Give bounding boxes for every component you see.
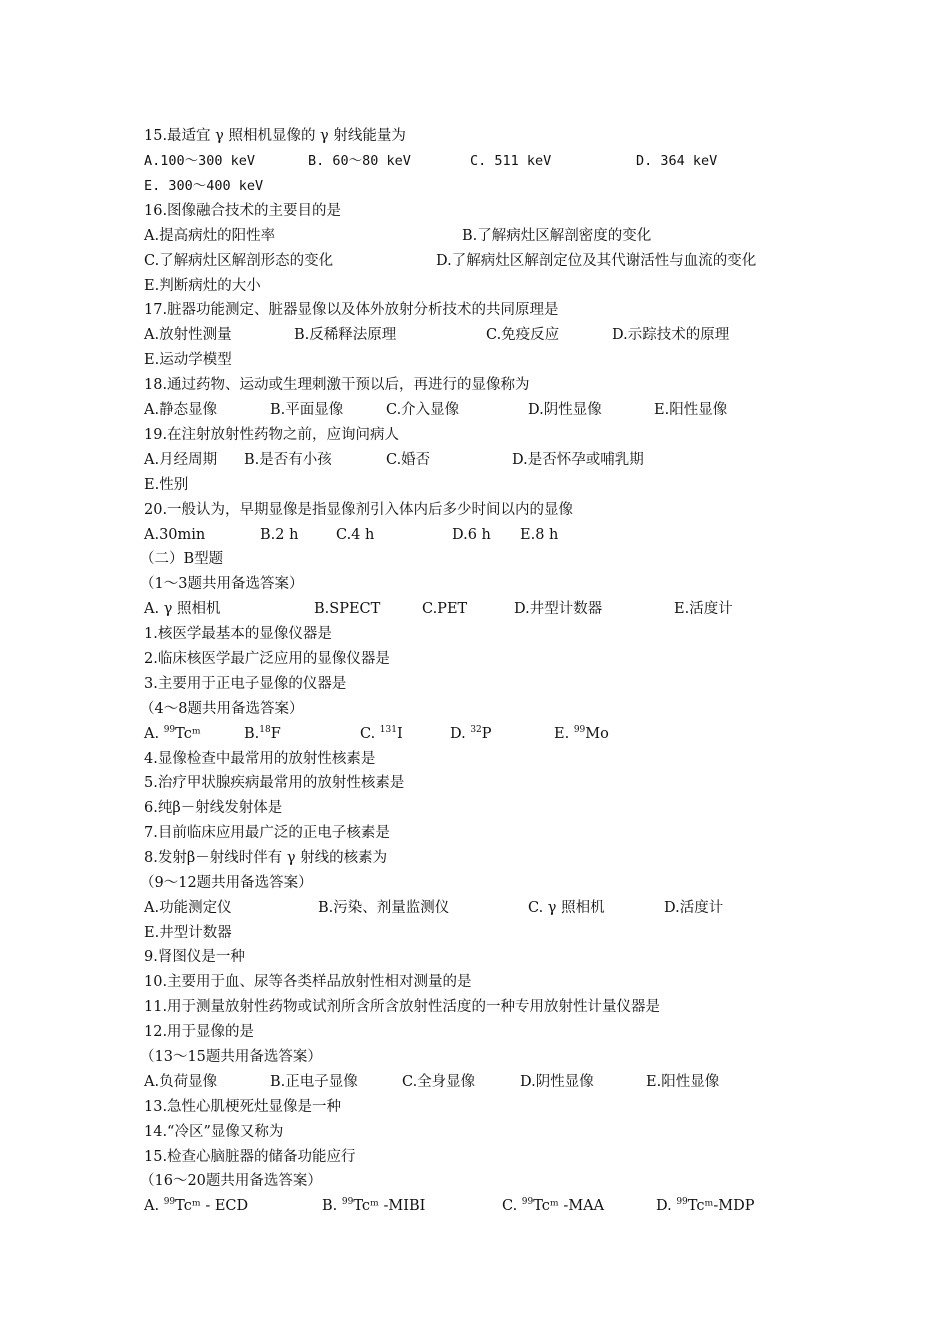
question-20-options	[144, 523, 864, 548]
option-letter: D.	[656, 1198, 672, 1214]
option-e-mo99	[554, 722, 609, 747]
option-d: D.阴性显像	[520, 1074, 594, 1090]
option-d-p32	[450, 722, 492, 747]
option-a: A. γ 照相机	[144, 601, 221, 617]
option-b-f18	[244, 722, 281, 747]
option-e: E.活度计	[674, 601, 733, 617]
compound-symbol: Tcᵐ-MDP	[687, 1198, 755, 1214]
option-letter: C.	[502, 1198, 518, 1214]
option-letter: B.	[322, 1198, 338, 1214]
nuclide-symbol: P	[481, 726, 492, 742]
mass-number: 99	[163, 725, 176, 735]
option-b: B.了解病灶区解剖密度的变化	[462, 228, 652, 244]
question-b9: 9.肾图仪是一种	[144, 949, 245, 965]
option-e: E. 300～400 keV	[144, 178, 264, 194]
nuclide-symbol: I	[396, 726, 403, 742]
option-c: C.免疫反应	[486, 327, 560, 343]
question-16-options-row1	[144, 224, 864, 249]
question-b5: 5.治疗甲状腺疾病最常用的放射性核素是	[144, 775, 405, 791]
option-c: C. γ 照相机	[528, 900, 605, 916]
mass-number: 18	[259, 725, 271, 735]
question-18-options	[144, 398, 864, 423]
group-16-20-options	[144, 1194, 864, 1219]
option-e: E.阳性显像	[646, 1074, 720, 1090]
option-a: A.30min	[144, 527, 206, 543]
option-b: B.污染、剂量监测仪	[318, 900, 450, 916]
question-20-stem: 20.一般认为，早期显像是指显像剂引入体内后多少时间以内的显像	[144, 502, 574, 518]
option-d: D.阴性显像	[528, 402, 602, 418]
mass-number: 131	[379, 725, 397, 735]
question-b1: 1.核医学最基本的显像仪器是	[144, 626, 332, 642]
option-letter: C.	[360, 726, 376, 742]
group-9-12-header: （9～12题共用备选答案）	[140, 875, 313, 891]
option-c-i131	[360, 722, 403, 747]
option-c: C.4 h	[336, 527, 375, 543]
option-letter: D.	[450, 726, 466, 742]
option-d: D. 364 keV	[636, 153, 718, 169]
option-a: A.放射性测量	[144, 327, 232, 343]
compound-symbol: Tcᵐ - ECD	[175, 1198, 249, 1214]
group-1-3-options	[144, 597, 864, 622]
question-b12: 12.用于显像的是	[144, 1024, 255, 1040]
mass-number: 99	[676, 1197, 688, 1207]
option-c: C.婚否	[386, 452, 431, 468]
group-13-15-options	[144, 1070, 864, 1095]
option-c: C.全身显像	[402, 1074, 476, 1090]
option-a-tc99m	[144, 722, 201, 747]
question-b2: 2.临床核医学最广泛应用的显像仪器是	[144, 651, 390, 667]
mass-number: 99	[341, 1197, 354, 1207]
question-19-stem: 19.在注射放射性药物之前，应询问病人	[144, 427, 400, 443]
option-a: A.静态显像	[144, 402, 218, 418]
compound-symbol: Tcᵐ -MIBI	[353, 1198, 426, 1214]
option-b: B.是否有小孩	[244, 452, 332, 468]
option-e: E.性别	[144, 477, 189, 493]
option-b: B.正电子显像	[270, 1074, 358, 1090]
option-e: E.阳性显像	[654, 402, 728, 418]
question-15-options	[144, 149, 864, 174]
question-b11: 11.用于测量放射性药物或试剂所含所含放射性活度的一种专用放射性计量仪器是	[144, 999, 661, 1015]
question-b15: 15.检查心脑脏器的储备功能应行	[144, 1149, 356, 1165]
mass-number: 99	[521, 1197, 534, 1207]
option-e: E.井型计数器	[144, 925, 232, 941]
question-17-stem: 17.脏器功能测定、脏器显像以及体外放射分析技术的共同原理是	[144, 302, 559, 318]
question-15-stem: 15.最适宜 γ 照相机显像的 γ 射线能量为	[144, 128, 406, 144]
option-c: C.介入显像	[386, 402, 460, 418]
option-letter: A.	[144, 1198, 160, 1214]
question-16-options-row2	[144, 249, 864, 274]
option-a-tc99m-ecd	[144, 1194, 248, 1219]
mass-number: 99	[573, 725, 586, 735]
option-e: E.判断病灶的大小	[144, 278, 261, 294]
option-a: A.负荷显像	[144, 1074, 218, 1090]
option-d: D.活度计	[664, 900, 724, 916]
option-d: D.6 h	[452, 527, 491, 543]
nuclide-symbol: F	[270, 726, 281, 742]
option-letter: B.	[244, 726, 260, 742]
option-b: B. 60～80 keV	[308, 153, 411, 169]
group-16-20-header: （16～20题共用备选答案）	[140, 1173, 322, 1189]
question-b10: 10.主要用于血、尿等各类样品放射性相对测量的是	[144, 974, 472, 990]
option-d: D.是否怀孕或哺乳期	[512, 452, 644, 468]
question-17-options	[144, 323, 864, 348]
question-19-options	[144, 448, 864, 473]
group-13-15-header: （13～15题共用备选答案）	[140, 1049, 322, 1065]
option-c: C. 511 keV	[470, 153, 552, 169]
option-d: D.了解病灶区解剖定位及其代谢活性与血流的变化	[436, 253, 757, 269]
question-16-stem: 16.图像融合技术的主要目的是	[144, 203, 342, 219]
question-b4: 4.显像检查中最常用的放射性核素是	[144, 751, 376, 767]
question-b13: 13.急性心肌梗死灶显像是一种	[144, 1099, 342, 1115]
option-a: A.功能测定仪	[144, 900, 232, 916]
option-c-tc99m-maa	[502, 1194, 604, 1219]
option-e: E.运动学模型	[144, 352, 232, 368]
option-d: D.示踪技术的原理	[612, 327, 730, 343]
option-b: B.反稀释法原理	[294, 327, 397, 343]
question-b6: 6.纯β－射线发射体是	[144, 800, 283, 816]
option-a: A.提高病灶的阳性率	[144, 228, 276, 244]
question-b7: 7.目前临床应用最广泛的正电子核素是	[144, 825, 390, 841]
mass-number: 99	[163, 1197, 176, 1207]
option-c: C.PET	[422, 601, 468, 617]
group-4-8-options	[144, 722, 864, 747]
group-9-12-options	[144, 896, 864, 921]
nuclide-symbol: Tcᵐ	[175, 726, 201, 742]
question-18-stem: 18.通过药物、运动或生理刺激干预以后，再进行的显像称为	[144, 377, 530, 393]
mass-number: 32	[470, 725, 482, 735]
section-b-heading: （二）B型题	[140, 551, 224, 567]
group-4-8-header: （4～8题共用备选答案）	[140, 701, 304, 717]
option-d-tc99m-mdp	[656, 1194, 754, 1219]
option-b: B.2 h	[260, 527, 299, 543]
option-a: A.月经周期	[144, 452, 218, 468]
option-a: A.100～300 keV	[144, 153, 256, 169]
question-b8: 8.发射β－射线时伴有 γ 射线的核素为	[144, 850, 388, 866]
question-b3: 3.主要用于正电子显像的仪器是	[144, 676, 347, 692]
option-e: E.8 h	[520, 527, 559, 543]
option-letter: A.	[144, 726, 160, 742]
option-letter: E.	[554, 726, 570, 742]
option-b: B.平面显像	[270, 402, 344, 418]
option-b: B.SPECT	[314, 601, 381, 617]
option-d: D.井型计数器	[514, 601, 603, 617]
nuclide-symbol: Mo	[585, 726, 609, 742]
compound-symbol: Tcᵐ -MAA	[533, 1198, 605, 1214]
option-c: C.了解病灶区解剖形态的变化	[144, 253, 334, 269]
option-b-tc99m-mibi	[322, 1194, 425, 1219]
question-b14: 14.“冷区”显像又称为	[144, 1124, 284, 1140]
group-1-3-header: （1～3题共用备选答案）	[140, 576, 304, 592]
